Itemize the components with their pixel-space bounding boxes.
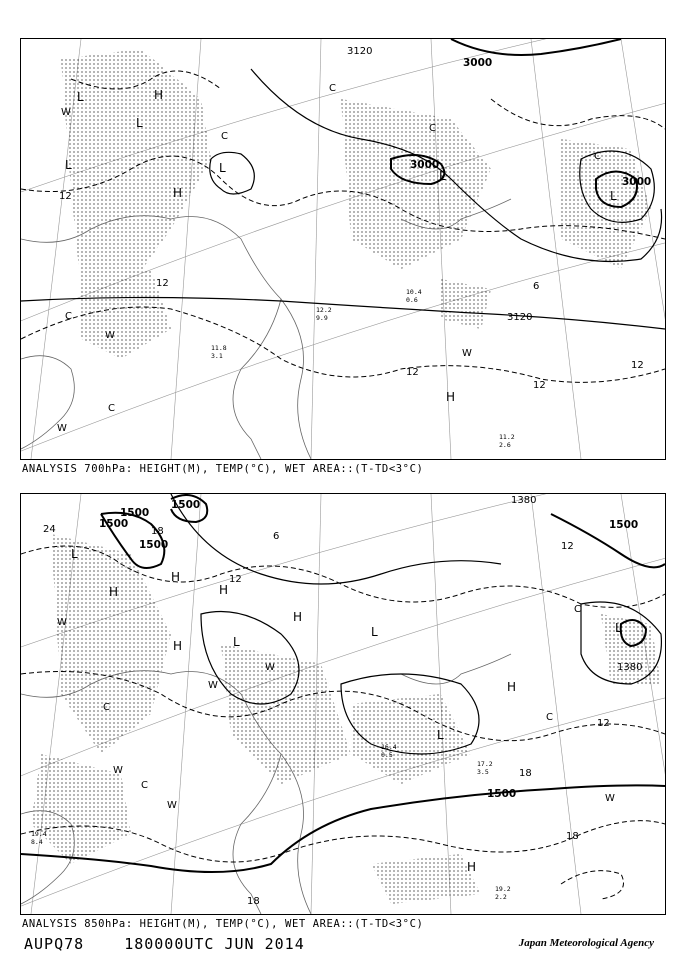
map-850-svg [21,494,665,914]
high-center-label: H [446,390,456,404]
temp-label: 18 [566,831,579,842]
warm-center-label: W [57,617,67,628]
height-label: 3000 [410,159,440,171]
map-panel-700hpa [20,38,666,460]
warm-center-label: W [57,423,67,434]
cold-center-label: C [429,123,436,134]
cold-center-label: C [65,311,72,322]
panel-caption-850hpa: ANALYSIS 850hPa: HEIGHT(M), TEMP(°C), WET AREA::(T-TD<3°C) [22,918,424,930]
cold-center-label: C [141,780,148,791]
station-value: 11.2 [499,433,515,441]
station-value: 17.2 [477,760,493,768]
chart-code: AUPQ78 [24,935,85,953]
station-value: 16.4 [381,743,397,751]
height-label: 1500 [487,788,517,800]
high-center-label: H [293,610,303,624]
warm-center-label: W [167,800,177,811]
station-value: 2.6 [499,441,511,449]
station-value: 0.6 [406,296,418,304]
height-label: 1500 [99,518,129,530]
low-center-label: L [77,90,84,104]
wet-area-850 [31,534,661,904]
temp-label: 12 [631,360,644,371]
height-label: 1500 [171,499,201,511]
low-center-label: L [65,158,72,172]
low-center-label: L [219,161,226,175]
high-center-label: H [154,88,164,102]
low-center-label: L [71,547,78,561]
temp-label: 12 [59,191,72,202]
height-label: 1500 [139,539,169,551]
low-center-label: L [136,116,143,130]
station-value: 9.9 [316,314,328,322]
valid-time: 180000UTC JUN 2014 [124,935,305,953]
chart-header [24,935,305,953]
temp-label: 12 [406,367,419,378]
low-center-label: L [615,621,622,635]
cold-center-label: C [594,151,601,162]
low-center-label: L [437,728,444,742]
station-value: 19.4 [31,830,47,838]
high-center-label: H [173,639,183,653]
cold-center-label: C [329,83,336,94]
temp-label: 12 [597,718,610,729]
cold-center-label: C [221,131,228,142]
station-value: 19.2 [495,885,511,893]
station-value: 0.5 [381,751,393,759]
temp-label: 18 [151,526,164,537]
temp-label: 12 [533,380,546,391]
map-panel-850hpa [20,493,666,915]
station-value: 8.4 [31,838,43,846]
temp-label: 24 [43,524,56,535]
height-label: 1500 [120,507,150,519]
cold-center-label: C [574,604,581,615]
cold-center-label: C [108,403,115,414]
panel-caption-700hpa: ANALYSIS 700hPa: HEIGHT(M), TEMP(°C), WET AREA::(T-TD<3°C) [22,463,424,475]
height-label: 3000 [622,176,652,188]
high-center-label: H [171,570,181,584]
height-label: 1380 [511,495,537,506]
station-value: 12.2 [316,306,332,314]
height-label: 3120 [347,46,373,57]
temp-label: 12 [229,574,242,585]
temp-label: 12 [156,278,169,289]
pressure-centers-850 [71,547,622,874]
high-center-label: H [467,860,477,874]
station-value: 3.1 [211,352,223,360]
warm-center-label: W [265,662,275,673]
low-center-label: L [610,189,617,203]
station-value: 2.2 [495,893,507,901]
low-center-label: L [439,169,446,183]
warm-center-label: W [208,680,218,691]
high-center-label: H [109,585,119,599]
warm-center-label: W [462,348,472,359]
warm-center-label: W [61,107,71,118]
temp-label: 18 [519,768,532,779]
wet-area-700 [61,49,651,359]
high-center-label: H [507,680,517,694]
temp-label: 6 [273,531,280,542]
height-label: 1380 [617,662,643,673]
warm-center-label: W [113,765,123,776]
warm-center-label: W [605,793,615,804]
temp-label: 12 [561,541,574,552]
agency-credit: Japan Meteorological Agency [518,937,654,949]
cold-center-label: C [103,702,110,713]
cold-center-label: C [546,712,553,723]
low-center-label: L [233,635,240,649]
low-center-label: L [371,625,378,639]
map-700-svg [21,39,665,459]
high-center-label: H [173,186,183,200]
temp-label: 18 [247,896,260,907]
station-value: 3.5 [477,768,489,776]
station-value: 10.4 [406,288,422,296]
height-label: 1500 [609,519,639,531]
temp-label: 6 [533,281,540,292]
station-value: 11.8 [211,344,227,352]
warm-center-label: W [105,330,115,341]
height-label: 3120 [507,312,533,323]
high-center-label: H [219,583,229,597]
height-label: 3000 [463,57,493,69]
